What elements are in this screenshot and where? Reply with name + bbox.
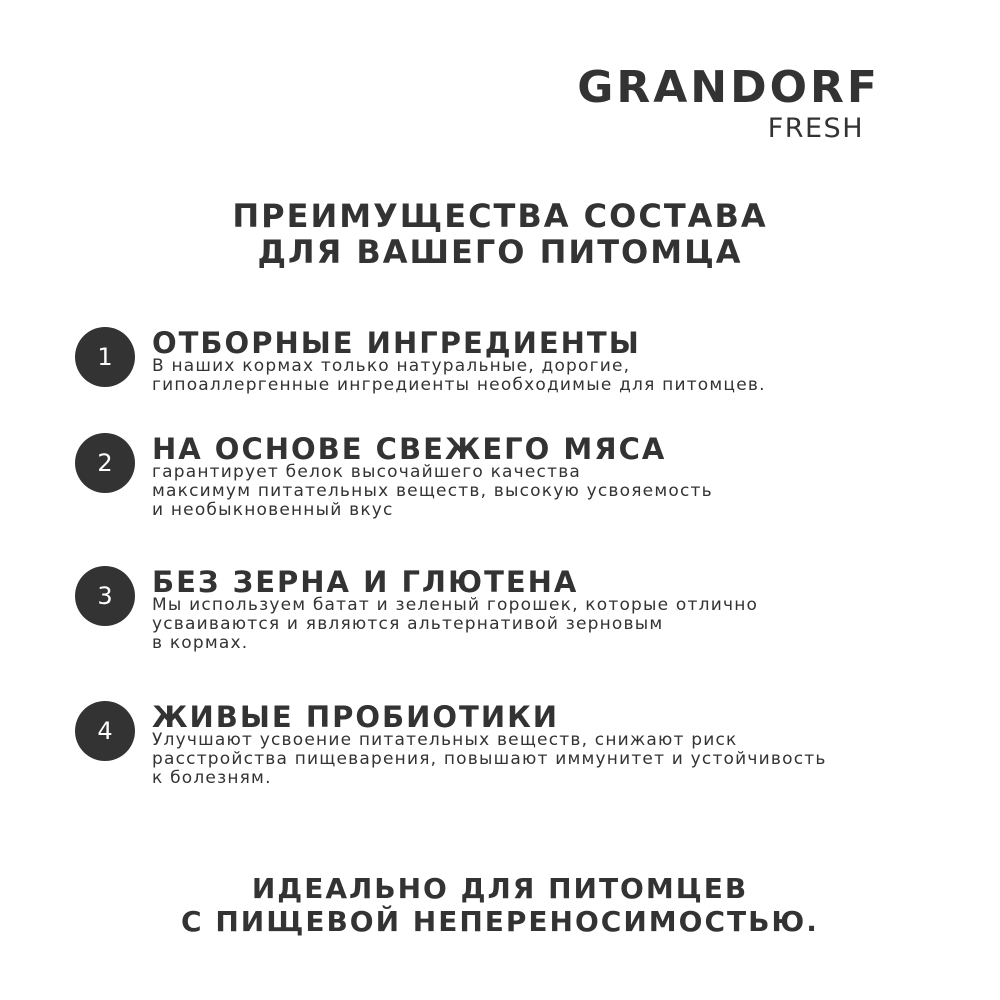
page-heading: [0, 198, 1000, 270]
number-badge: 3: [75, 566, 135, 626]
page-heading-line-1: ПРЕИМУЩЕСТВА СОСТАВА: [232, 197, 768, 235]
feature-description-line: Мы используем батат и зеленый горошек, которые отлично: [152, 595, 759, 615]
footer-tagline-line-2: С ПИЩЕВОЙ НЕПЕРЕНОСИМОСТЬЮ.: [181, 905, 819, 938]
feature-description: [152, 731, 827, 788]
feature-title: ОТБОРНЫЕ ИНГРЕДИЕНТЫ: [152, 326, 641, 360]
feature-description-line: гипоаллергенные ингредиенты необходимые для питомцев.: [152, 375, 766, 395]
footer-tagline-line-1: ИДЕАЛЬНО ДЛЯ ПИТОМЦЕВ: [251, 872, 749, 905]
feature-description-line: усваиваются и являются альтернативой зерновым: [152, 614, 664, 634]
feature-description: [152, 463, 713, 520]
brand-name: GRANDORF: [577, 62, 880, 113]
feature-title: ЖИВЫЕ ПРОБИОТИКИ: [152, 700, 560, 734]
number-badge: 2: [75, 433, 135, 493]
feature-description-line: гарантирует белок высочайшего качества: [152, 462, 582, 482]
feature-description-line: и необыкновенный вкус: [152, 500, 394, 520]
number-badge: 4: [75, 701, 135, 761]
feature-title: НА ОСНОВЕ СВЕЖЕГО МЯСА: [152, 432, 667, 466]
page-heading-line-2: ДЛЯ ВАШЕГО ПИТОМЦА: [257, 233, 743, 271]
brand-subtitle: FRESH: [767, 113, 864, 144]
feature-description-line: максимум питательных веществ, высокую усвояемость: [152, 481, 713, 501]
feature-description-line: Улучшают усвоение питательных веществ, снижают риск: [152, 730, 738, 750]
feature-description-line: В наших кормах только натуральные, дорогие,: [152, 356, 631, 376]
feature-description-line: к болезням.: [152, 768, 272, 788]
brand-logo: [560, 62, 880, 144]
number-badge: 1: [75, 327, 135, 387]
feature-title: БЕЗ ЗЕРНА И ГЛЮТЕНА: [152, 565, 579, 599]
feature-description: [152, 596, 758, 653]
footer-tagline: [0, 872, 1000, 938]
feature-description-line: расстройства пищеварения, повышают иммунитет и устойчивость: [152, 749, 827, 769]
feature-description: [152, 357, 766, 395]
feature-description-line: в кормах.: [152, 633, 249, 653]
